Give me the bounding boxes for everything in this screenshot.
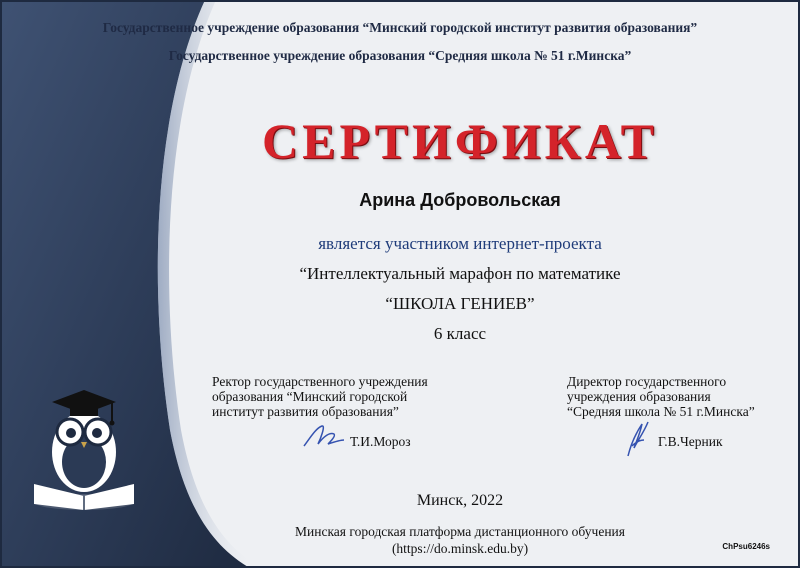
- recipient-name: Арина Добровольская: [359, 190, 561, 210]
- header-institute: Государственное учреждение образования “Минский городской институт развития образования”: [102, 20, 698, 35]
- platform-url: (https://do.minsk.edu.by): [391, 541, 529, 556]
- certificate-code: ChPsu6246s: [722, 542, 770, 551]
- owl-graduate-logo-icon: [28, 372, 140, 512]
- city-year: Минск, 2022: [416, 492, 504, 509]
- participation-text: является участником интернет-проекта: [318, 234, 602, 253]
- project-name-line1: “Интеллектуальный марафон по математике: [299, 264, 621, 283]
- left-signatory-name: Т.И.Мороз: [350, 434, 411, 449]
- header-school: Государственное учреждение образования “Средняя школа № 51 г.Минска”: [168, 48, 632, 63]
- right-signatory-position: Директор государственного учреждения образования “Средняя школа № 51 г.Минска”: [567, 374, 755, 419]
- left-signature-icon: [300, 420, 346, 452]
- grade: 6 класс: [433, 324, 487, 343]
- left-signatory-position: Ректор государственного учреждения образования “Минский городской институт развития образования”: [212, 374, 428, 419]
- right-signature-icon: [622, 418, 652, 458]
- platform-name: Минская городская платформа дистанционного обучения: [295, 524, 625, 539]
- right-signatory-name: Г.В.Черник: [658, 434, 723, 449]
- certificate-title: СЕРТИФИКАТ: [261, 113, 658, 169]
- project-name-line2: “ШКОЛА ГЕНИЕВ”: [385, 294, 535, 313]
